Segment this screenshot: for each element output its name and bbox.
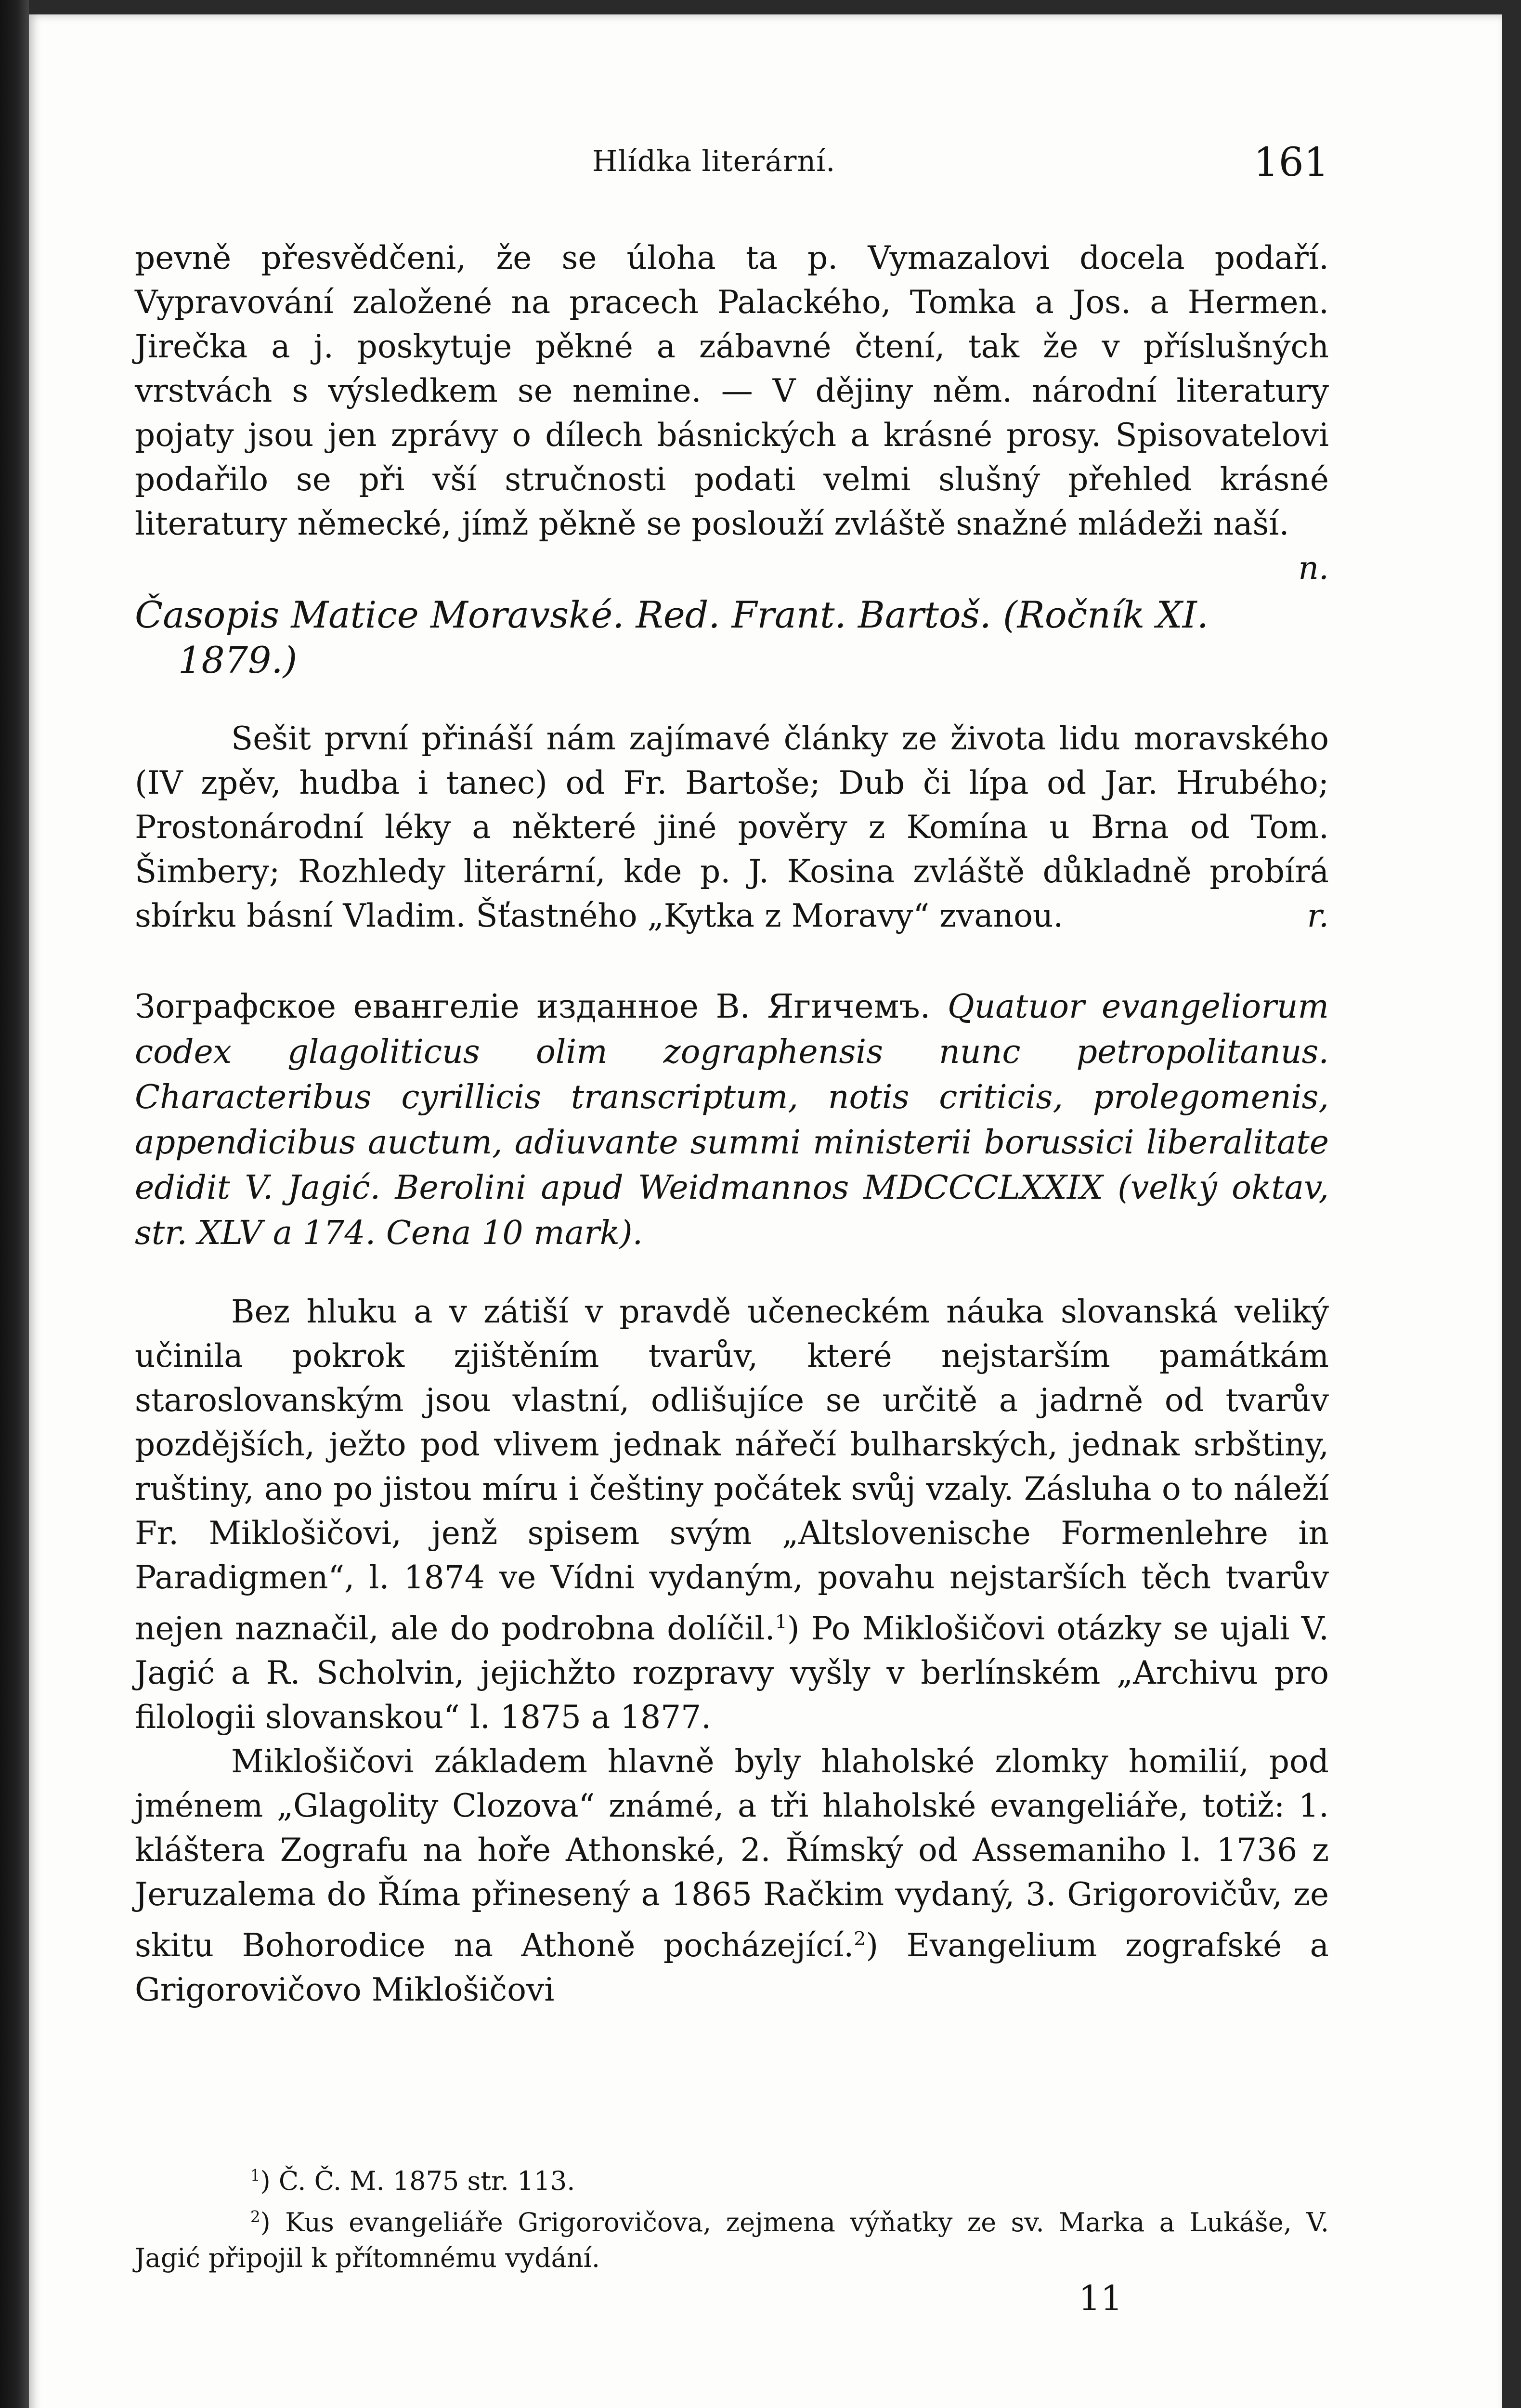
running-title: Hlídka literární. xyxy=(592,144,836,178)
paragraph-zograf-2: Miklošičovi základem hlavně byly hlaholské zlomky homilií, pod jménem „Glagolity Clozova“ známé, a tři hlaholské evangeliáře, totiž: 1. kláštera Zografu na hoře Athonské, 2. Římský od Assemaniho l. 1736 z Jeruzalema do Říma přinesený a 1865 Račkim vydaný, 3. Grigorovičův, ze skitu Bohorodice na Athoně pocházející.$^2$) Evangelium zografské a Grigorovičovo Miklošičovi xyxy=(135,1743,1329,2008)
footnote-text: Č. Č. M. 1875 str. 113. xyxy=(278,2166,575,2196)
printer-signature-mark: 11 xyxy=(1079,2278,1123,2318)
page-number: 161 xyxy=(1253,140,1329,185)
main-text xyxy=(135,236,1329,2012)
biblio-latin-title: Quatuor evangeliorum codex glagoliticus olim zographensis nunc petropolitanus. Characteribus cyrillicis transcriptum, notis criticis, prolegomenis, appendicibus auctum, adiuvante summi ministerii borussici liberalitate edidit V. Jagić. Berolini apud Weidmannos MDCCCLXXIX (velký oktav, str. XLV a 174. Cena 10 mark). xyxy=(135,988,1329,1252)
reviewer-signature: n. xyxy=(1298,550,1329,587)
review-title-line1: Časopis Matice Moravské. Red. Frant. Bartoš. (Ročník XI. xyxy=(135,593,1209,636)
paragraph-text: Po Miklošičovi otázky se ujali V. Jagić a R. Scholvin, jejichžto rozpravy vyšly v berlínském „Archivu pro filologii slovanskou“ l. 1875 a 1877. xyxy=(135,1610,1329,1736)
footnote-ref: 1 xyxy=(775,1611,787,1633)
biblio-cyrillic-title: Зографское евангеліе изданное В. Ягичемъ. xyxy=(135,988,931,1026)
paragraph-text: Sešit první přináší nám zajímavé články ze života lidu moravského (IV zpěv, hudba i tanec) od Fr. Bartoše; Dub či lípa od Jar. Hrubého; Prostonárodní léky a některé jiné pověry z Komína u Brna od Tom. Šimbery; Rozhledy literární, kde p. J. Kosina zvláště důkladně probírá sbírku básní Vladim. Šťastného „Kytka z Moravy“ zvanou. xyxy=(135,720,1329,934)
footnotes xyxy=(135,2158,1329,2276)
review-title-line2: 1879.) xyxy=(178,639,298,681)
paragraph-review-end xyxy=(135,236,1329,587)
paragraph-text: Evangelium zografské a Grigorovičovo Miklošičovi xyxy=(135,1927,1329,2008)
footnote-text: Kus evangeliáře Grigorovičova, zejmena výňatky ze sv. Marka a Lukáše, V. Jagić připojil k přítomnému vydání. xyxy=(135,2207,1329,2273)
scan-binding-edge xyxy=(0,0,29,2408)
reviewer-signature: r. xyxy=(1307,897,1329,934)
paragraph-zograf-1: Bez hluku a v zátiší v pravdě učeneckém náuka slovanská veliký učinila pokrok zjištěním tvarův, které nejstarším památkám staroslovanským jsou vlastní, odlišujíce se určitě a jadrně od tvarův pozdějších, ježto pod vlivem jednak nářečí bulharských, jednak srbštiny, ruštiny, ano po jistou míru i češtiny počátek svůj vzaly. Zásluha o to náleží Fr. Miklošičovi, jenž spisem svým „Altslovenische Formenlehre in Paradigmen“, l. 1874 ve Vídni vydaným, povahu nejstarších těch tvarův nejen naznačil, ale do podrobna dolíčil.$^1$) Po Miklošičovi otázky se ujali V. Jagić a R. Scholvin, jejichžto rozpravy vyšly v berlínském „Archivu pro filologii slovanskou“ l. 1875 a 1877. xyxy=(135,1293,1329,1736)
paragraph-text: Miklošičovi základem hlavně byly hlaholské zlomky homilií, pod jménem „Glagolity Clozova“ známé, a tři hlaholské evangeliáře, totiž: 1. kláštera Zografu na hoře Athonské, 2. Římský od Assemaniho l. 1736 z Jeruzalema do Říma přinesený a 1865 Račkim vydaný, 3. Grigorovičův, ze skitu Bohorodice na Athoně pocházející. xyxy=(135,1743,1329,1964)
paragraph-text: Bez hluku a v zátiší v pravdě učeneckém náuka slovanská veliký učinila pokrok zjištěním tvarův, které nejstarším památkám staroslovanským jsou vlastní, odlišujíce se určitě a jadrně od tvarův pozdějších, ježto pod vlivem jednak nářečí bulharských, jednak srbštiny, ruštiny, ano po jistou míru i češtiny počátek svůj vzaly. Zásluha o to náleží Fr. Miklošičovi, jenž spisem svým „Altslovenische Formenlehre in Paradigmen“, l. 1874 ve Vídni vydaným, povahu nejstarších těch tvarův nejen naznačil, ale do podrobna dolíčil. xyxy=(135,1293,1329,1647)
page-header xyxy=(135,140,1329,202)
paragraph-casopis-review xyxy=(135,717,1329,938)
footnote-mark: 2 xyxy=(250,2208,260,2226)
footnote-mark: 1 xyxy=(250,2166,260,2185)
footnote-ref: 2 xyxy=(854,1928,866,1950)
review-title-casopis xyxy=(135,592,1329,683)
footnote-2: $^2$) Kus evangeliáře Grigorovičova, zejmena výňatky ze sv. Marka a Lukáše, V. Jagić připojil k přítomnému vydání. xyxy=(135,2207,1329,2273)
footnote-1: $^1$) Č. Č. M. 1875 str. 113. xyxy=(250,2166,575,2196)
review-title-zograf xyxy=(135,984,1329,1256)
paragraph-text: pevně přesvědčeni, že se úloha ta p. Vymazalovi docela podaří. Vypravování založené na pracech Palackého, Tomka a Jos. a Hermen. Jirečka a j. poskytuje pěkné a zábavné čtení, tak že v příslušných vrstvách s výsledkem se nemine. — V dějiny něm. národní literatury pojaty jsou jen zprávy o dílech básnických a krásné prosy. Spisovatelovi podařilo se při vší stručnosti podati velmi slušný přehled krásné literatury německé, jímž pěkně se poslouží zvláště snažné mládeži naší. xyxy=(135,239,1329,542)
